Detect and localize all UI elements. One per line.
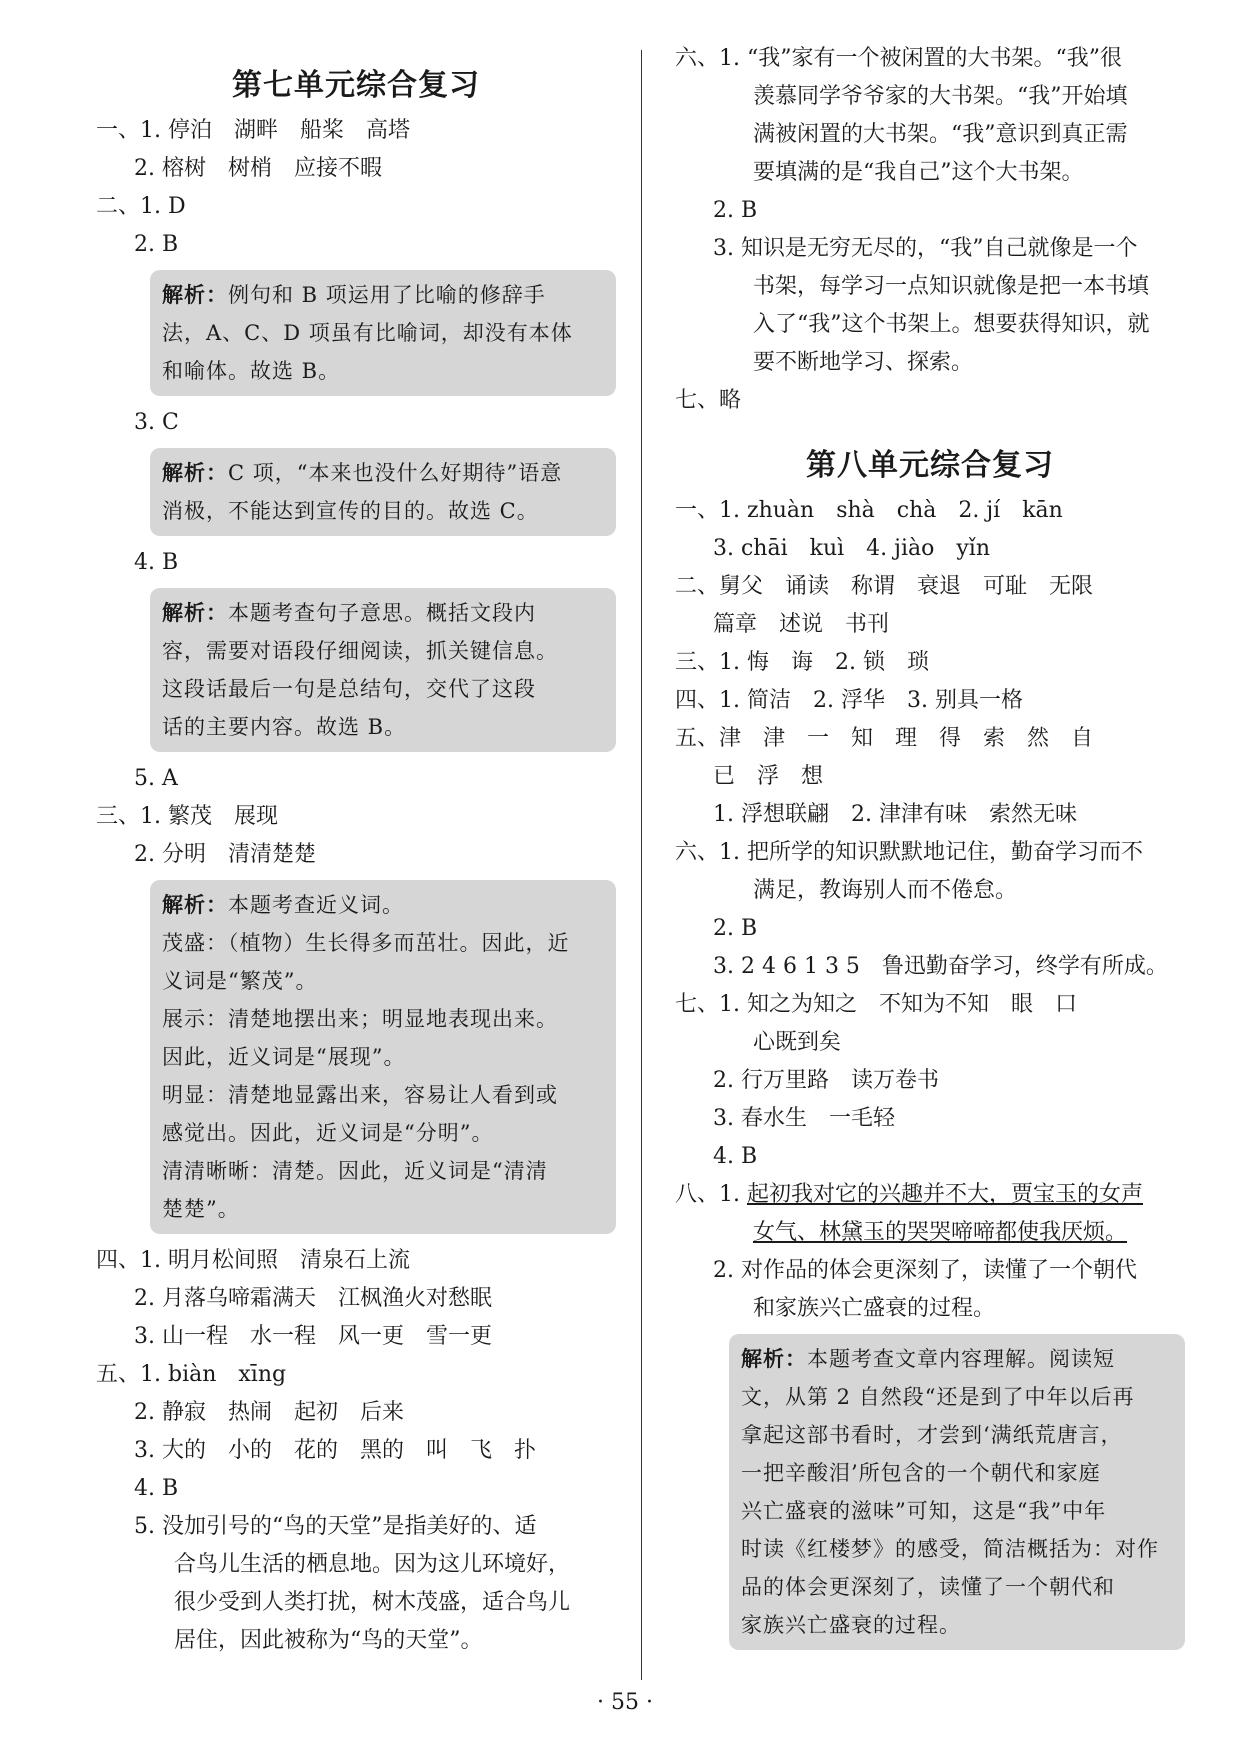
u6-s6-1-line3: 满被闲置的大书架。“我”意识到真正需	[753, 122, 1128, 147]
unit7-title: 第七单元综合复习	[232, 68, 480, 103]
analysis-text: 这段话最后一句是总结句，交代了这段	[162, 677, 536, 701]
u8-s8-2-line1: 2. 对作品的体会更深刻了，读懂了一个朝代	[713, 1258, 1137, 1283]
analysis-text: 感觉出。因此，近义词是“分明”。	[162, 1121, 494, 1145]
u8-s7-line1: 七、1. 知之为知之 不知为不知 眼 口	[675, 992, 1077, 1017]
analysis-label: 解析：	[162, 460, 228, 485]
u7-s5-5-line2: 合鸟儿生活的栖息地。因为这儿环境好，	[174, 1552, 571, 1577]
analysis-text: 文，从第 2 自然段“还是到了中年以后再	[741, 1385, 1135, 1409]
u8-s3: 三、1. 悔 诲 2. 锁 琐	[675, 650, 929, 675]
u8-s8-1-line2: 女气、林黛玉的哭哭啼啼都使我厌烦。	[753, 1220, 1128, 1245]
analysis-text: 家族兴亡盛衰的过程。	[741, 1613, 961, 1637]
u7-s5-line2: 2. 静寂 热闹 起初 后来	[134, 1400, 404, 1425]
u6-s6-2: 2. B	[713, 198, 758, 223]
u7-s2-3: 3. C	[134, 410, 179, 435]
u8-s6-line1: 六、1. 把所学的知识默默地记住，勤奋学习而不	[675, 840, 1143, 865]
u8-s1-line2: 3. chāi kuì 4. jiào yǐn	[713, 536, 990, 561]
u8-s8-1-text1	[675, 1182, 1143, 1207]
u7-s5-5-line3: 很少受到人类打扰，树木茂盛，适合鸟儿	[174, 1590, 571, 1615]
analysis-text: 消极，不能达到宣传的目的。故选 C。	[162, 499, 539, 523]
u8-s7-line5: 4. B	[713, 1144, 758, 1169]
analysis-text: 本题考查近义词。	[228, 893, 404, 917]
u7-s2-1: 二、1. D	[96, 194, 186, 219]
analysis-text: 法，A、C、D 项虽有比喻词，却没有本体	[162, 321, 573, 345]
analysis-text: 时读《红楼梦》的感受，简洁概括为：对作	[741, 1537, 1159, 1561]
analysis-text: 楚楚”。	[162, 1197, 240, 1221]
u8-s5-line1: 五、津 津 一 知 理 得 索 然 自	[675, 726, 1094, 751]
u7-s4-line1: 四、1. 明月松间照 清泉石上流	[96, 1248, 410, 1273]
u7-s2-5: 5. A	[134, 766, 178, 791]
u6-s6-1-line2: 羡慕同学爷爷家的大书架。“我”开始填	[753, 84, 1128, 109]
u6-s6-3-line1: 3. 知识是无穷无尽的，“我”自己就像是一个	[713, 236, 1138, 261]
analysis-text: 本题考查文章内容理解。阅读短	[807, 1347, 1115, 1371]
analysis-text: 一把辛酸泪’所包含的一个朝代和家庭	[741, 1461, 1101, 1485]
u8-s8-1-underlined: 起初我对它的兴趣并不大，贾宝玉的女声	[746, 1182, 1143, 1207]
u8-s4: 四、1. 简洁 2. 浮华 3. 别具一格	[675, 688, 1023, 713]
analysis-text: 拿起这部书看时，才尝到‘满纸荒唐言，	[741, 1423, 1123, 1447]
analysis-text: 兴亡盛衰的滋味”可知，这是“我”中年	[741, 1499, 1107, 1523]
analysis-label: 解析：	[162, 600, 228, 625]
analysis-text: C 项，“本来也没什么好期待”语意	[228, 461, 563, 485]
u7-s2-2: 2. B	[134, 232, 179, 257]
analysis-box-5	[729, 1334, 1185, 1650]
analysis-label: 解析：	[741, 1346, 807, 1371]
u7-s3-line2: 2. 分明 清清楚楚	[134, 842, 316, 867]
analysis-text: 清清晰晰：清楚。因此，近义词是“清清	[162, 1159, 548, 1183]
u8-s5-line2: 已 浮 想	[713, 764, 824, 789]
u7-s4-line2: 2. 月落乌啼霜满天 江枫渔火对愁眠	[134, 1286, 492, 1311]
page-number: · 55 ·	[597, 1690, 653, 1715]
u6-s6-3-line2: 书架，每学习一点知识就像是把一本书填	[753, 274, 1150, 299]
u8-s8-2-line2: 和家族兴亡盛衰的过程。	[753, 1296, 996, 1321]
u8-s7-line2: 心既到矣	[753, 1030, 842, 1055]
u8-s7-line4: 3. 春水生 一毛轻	[713, 1106, 895, 1131]
u8-s1-line1: 一、1. zhuàn shà chà 2. jí kān	[675, 498, 1063, 523]
u6-s6-3-line4: 要不断地学习、探索。	[753, 350, 974, 375]
u7-s5-5-line1: 5. 没加引号的“鸟的天堂”是指美好的、适	[134, 1514, 537, 1539]
u6-s6-1-line4: 要填满的是“我自己”这个大书架。	[753, 160, 1084, 185]
u8-s2-line1: 二、舅父 诵读 称谓 衰退 可耻 无限	[675, 574, 1094, 599]
analysis-label: 解析：	[162, 282, 228, 307]
u8-s6-line4: 3. 2 4 6 1 3 5 鲁迅勤奋学习，终学有所成。	[713, 954, 1168, 979]
analysis-text: 展示：清楚地摆出来；明显地表现出来。	[162, 1007, 558, 1031]
u7-s5-line1: 五、1. biàn xīng	[96, 1362, 287, 1387]
analysis-text: 话的主要内容。故选 B。	[162, 715, 407, 739]
u8-s6-line3: 2. B	[713, 916, 758, 941]
u7-s1-line2: 2. 榕树 树梢 应接不暇	[134, 156, 382, 181]
analysis-box-2	[150, 448, 616, 536]
analysis-box-4	[150, 880, 616, 1234]
analysis-text: 容，需要对语段仔细阅读，抓关键信息。	[162, 639, 558, 663]
analysis-box-3	[150, 588, 616, 752]
u7-s4-line3: 3. 山一程 水一程 风一更 雪一更	[134, 1324, 492, 1349]
u8-s7-line3: 2. 行万里路 读万卷书	[713, 1068, 939, 1093]
column-divider	[641, 50, 642, 1680]
u7-s2-4: 4. B	[134, 550, 179, 575]
unit8-title: 第八单元综合复习	[806, 448, 1054, 483]
left-column	[96, 40, 616, 1660]
u7-s5-line3: 3. 大的 小的 花的 黑的 叫 飞 扑	[134, 1438, 536, 1463]
u8-s5-line3: 1. 浮想联翩 2. 津津有味 索然无味	[713, 802, 1077, 827]
u7-s1-line1: 一、1. 停泊 湖畔 船桨 高塔	[96, 118, 410, 143]
u7-s5-line4: 4. B	[134, 1476, 179, 1501]
analysis-text: 茂盛：（植物）生长得多而茁壮。因此，近	[162, 931, 570, 955]
analysis-text: 品的体会更深刻了，读懂了一个朝代和	[741, 1575, 1115, 1599]
analysis-text: 明显：清楚地显露出来，容易让人看到或	[162, 1083, 558, 1107]
u7-s5-5-line4: 居住，因此被称为“鸟的天堂”。	[174, 1628, 483, 1653]
right-column	[675, 40, 1185, 1658]
analysis-label: 解析：	[162, 892, 228, 917]
analysis-text: 因此，近义词是“展现”。	[162, 1045, 406, 1069]
u8-s6-line2: 满足，教诲别人而不倦怠。	[753, 878, 1018, 903]
u6-s6-3-line3: 入了“我”这个书架上。想要获得知识，就	[753, 312, 1150, 337]
u8-s8-1-prefix: 八、1.	[675, 1182, 747, 1207]
analysis-text: 义词是“繁茂”。	[162, 969, 318, 993]
analysis-box-1	[150, 270, 616, 396]
analysis-text: 和喻体。故选 B。	[162, 359, 341, 383]
u6-s6-1-line1: 六、1. “我”家有一个被闲置的大书架。“我”很	[675, 46, 1122, 71]
u7-s3-line1: 三、1. 繁茂 展现	[96, 804, 278, 829]
analysis-text: 例句和 B 项运用了比喻的修辞手	[228, 283, 546, 307]
u6-s7: 七、略	[675, 388, 742, 413]
u8-s2-line2: 篇章 述说 书刊	[713, 612, 890, 637]
u8-s8-1-line1	[675, 1176, 1185, 1214]
analysis-text: 本题考查句子意思。概括文段内	[228, 601, 536, 625]
